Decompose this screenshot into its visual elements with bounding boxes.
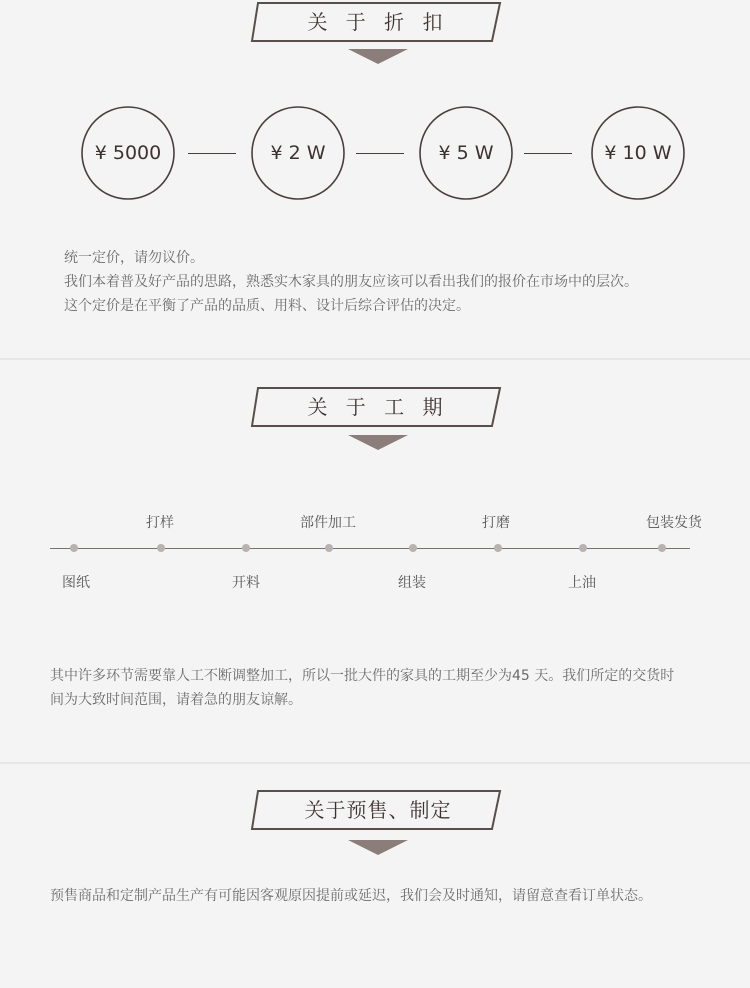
tier-value: ¥ 5000 [94, 142, 162, 164]
timeline-step-label: 组装 [398, 575, 426, 591]
tier-circle [250, 105, 346, 201]
tier-connector [188, 153, 236, 154]
timeline-dot [579, 544, 587, 552]
timeline-dot [494, 544, 502, 552]
down-arrow-icon [348, 435, 408, 450]
tier-value: ¥ 10 W [604, 142, 672, 164]
discount-section [0, 0, 750, 358]
timeline-step-label: 打样 [146, 515, 174, 531]
timeline-dot [658, 544, 666, 552]
discount-title: 关 于 折 扣 [307, 10, 449, 34]
paragraph-line: 其中许多环节需要靠人工不断调整加工，所以一批大件的家具的工期至少为45 天。我们所定的交货时 [50, 668, 675, 684]
timeline-step-label: 部件加工 [300, 515, 356, 531]
schedule-title: 关 于 工 期 [307, 395, 449, 419]
presale-title: 关于预售、制定 [304, 798, 452, 822]
timeline-dot [157, 544, 165, 552]
down-arrow-icon [348, 840, 408, 855]
presale-paragraph: 预售商品和定制产品生产有可能因客观原因提前或延迟，我们会及时通知，请留意查看订单状态。 [50, 888, 652, 904]
tier-circle [418, 105, 514, 201]
tier-circle [590, 105, 686, 201]
tier-connector [356, 153, 404, 154]
timeline-dot [325, 544, 333, 552]
paragraph-line: 间为大致时间范围，请着急的朋友谅解。 [50, 692, 302, 708]
schedule-paragraph [50, 664, 730, 712]
timeline-dot [242, 544, 250, 552]
tier-connector [524, 153, 572, 154]
schedule-title-banner [250, 387, 506, 427]
tier-circle [80, 105, 176, 201]
tier-value: ¥ 5 W [438, 142, 494, 164]
section-divider [0, 762, 750, 764]
timeline-step-label: 包装发货 [646, 515, 702, 531]
paragraph-line: 我们本着普及好产品的思路，熟悉实木家具的朋友应该可以看出我们的报价在市场中的层次。 [64, 274, 638, 290]
timeline-dot [409, 544, 417, 552]
timeline-step-label: 打磨 [482, 515, 510, 531]
timeline-line [50, 548, 690, 549]
paragraph-line: 这个定价是在平衡了产品的品质、用料、设计后综合评估的决定。 [64, 298, 470, 314]
discount-title-banner [250, 2, 506, 42]
timeline-step-label: 图纸 [62, 575, 90, 591]
timeline-dot [70, 544, 78, 552]
down-arrow-icon [348, 49, 408, 64]
presale-title-banner [250, 790, 506, 830]
discount-paragraph [64, 246, 724, 318]
timeline-step-label: 上油 [568, 575, 596, 591]
tier-value: ¥ 2 W [270, 142, 326, 164]
timeline-step-label: 开料 [232, 575, 260, 591]
paragraph-line: 统一定价，请勿议价。 [64, 250, 204, 266]
